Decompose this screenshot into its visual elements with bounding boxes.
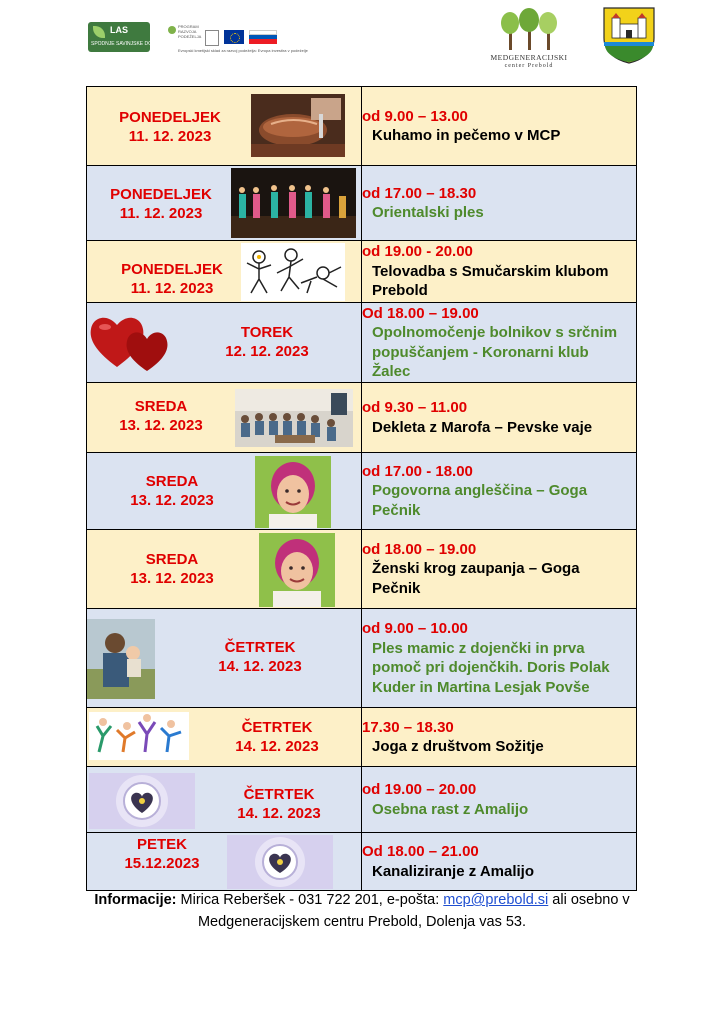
event-day-cell bbox=[87, 530, 362, 609]
table-row bbox=[87, 241, 637, 303]
contact-address: ali osebno v Medgeneracijskem centru Prebold, Dolenja vas 53. bbox=[197, 892, 630, 930]
event-day-cell bbox=[87, 453, 362, 530]
event-date: 14. 12. 2023 bbox=[235, 738, 319, 755]
event-day-cell bbox=[87, 303, 362, 383]
event-time: od 9.00 – 13.00 bbox=[362, 107, 468, 125]
event-activity: Joga z društvom Sožitje bbox=[372, 738, 544, 755]
event-date: 13. 12. 2023 bbox=[130, 570, 214, 587]
event-time: od 9.30 – 11.00 bbox=[362, 399, 468, 416]
table-row bbox=[87, 833, 637, 891]
event-activity: Opolnomočenje bolnikov s srčnim popuščanjem - Koronarni klub Žalec bbox=[372, 324, 618, 380]
roast-meat-photo bbox=[251, 94, 345, 157]
two-hearts-icon bbox=[87, 309, 181, 373]
event-activity: Kuhamo in pečemo v MCP bbox=[372, 127, 561, 144]
event-time: od 19.00 - 20.00 bbox=[362, 243, 473, 261]
event-time: od 17.00 - 18.00 bbox=[362, 462, 473, 480]
event-activity: Telovadba s Smučarskim klubom Prebold bbox=[372, 262, 609, 300]
center-logo-subname: center Prebold bbox=[504, 63, 554, 69]
event-detail-cell bbox=[362, 453, 637, 530]
contact-label: Informacije: bbox=[94, 892, 177, 908]
program-mark-icon bbox=[168, 26, 176, 34]
group-meeting-photo bbox=[235, 389, 353, 447]
heart-mandala-icon bbox=[89, 773, 195, 829]
event-day-cell bbox=[87, 241, 362, 303]
email-link[interactable]: mcp@prebold.si bbox=[443, 892, 549, 908]
slovenia-flag-icon bbox=[249, 30, 277, 44]
event-time: od 18.00 – 19.00 bbox=[362, 540, 477, 558]
event-day-cell bbox=[87, 708, 362, 767]
event-day: PONEDELJEK bbox=[121, 261, 223, 278]
program-logo-subtext: Evropski kmetijski sklad za razvoj podeželja: Evropa investira v podeželje bbox=[178, 48, 308, 53]
ministry-logo bbox=[205, 30, 219, 46]
event-day-cell bbox=[87, 87, 362, 166]
event-day-cell bbox=[87, 609, 362, 708]
event-date: 14. 12. 2023 bbox=[218, 658, 302, 675]
event-activity: Ples mamic z dojenčki in prva pomoč pri dojenčkih. Doris Polak Kuder in Martina Lesjak Povše bbox=[372, 639, 610, 696]
event-day: SREDA bbox=[145, 551, 199, 568]
event-activity: Kanaliziranje z Amalijo bbox=[372, 862, 534, 880]
las-logo-title: LAS bbox=[110, 25, 128, 35]
event-detail-cell bbox=[362, 767, 637, 833]
event-day: SREDA bbox=[134, 398, 188, 415]
event-day: PETEK bbox=[136, 836, 187, 853]
heart-mandala-icon bbox=[227, 835, 333, 889]
portrait-photo bbox=[255, 456, 331, 528]
event-date: 11. 12. 2023 bbox=[130, 280, 214, 297]
dancers-stage-photo bbox=[231, 168, 356, 238]
leaf-icon bbox=[93, 26, 105, 38]
event-date: 11. 12. 2023 bbox=[128, 128, 212, 145]
contact-text: Mirica Reberšek - 031 722 201, e-pošta: bbox=[176, 892, 444, 908]
event-day-cell bbox=[87, 166, 362, 241]
event-time: 17.30 – 18.30 bbox=[362, 718, 454, 736]
portrait-photo bbox=[259, 533, 335, 607]
mother-baby-photo bbox=[87, 619, 155, 699]
event-day-cell bbox=[87, 383, 362, 453]
las-logo-subtitle: SPODNJE SAVINJSKE DOLINE bbox=[91, 41, 164, 47]
eu-flag-icon bbox=[224, 30, 244, 44]
event-date: 13. 12. 2023 bbox=[130, 492, 214, 509]
table-row bbox=[87, 303, 637, 383]
event-date: 14. 12. 2023 bbox=[237, 805, 321, 822]
center-logo-name: MEDGENERACIJSKI bbox=[490, 53, 568, 62]
schedule-table bbox=[86, 86, 637, 891]
event-time: od 9.00 – 10.00 bbox=[362, 620, 468, 637]
table-row bbox=[87, 383, 637, 453]
event-detail-cell bbox=[362, 530, 637, 609]
event-activity: Dekleta z Marofa – Pevske vaje bbox=[372, 418, 593, 436]
table-row bbox=[87, 453, 637, 530]
event-date: 15.12.2023 bbox=[124, 855, 200, 872]
event-date: 11. 12. 2023 bbox=[119, 205, 203, 222]
event-detail-cell bbox=[362, 833, 637, 891]
event-day-cell bbox=[87, 833, 362, 891]
event-detail-cell bbox=[362, 383, 637, 453]
exercise-cartoon bbox=[241, 243, 345, 301]
page-header bbox=[0, 0, 724, 80]
event-date: 12. 12. 2023 bbox=[225, 343, 309, 360]
table-row bbox=[87, 166, 637, 241]
event-activity: Pogovorna angleščina – Goga Pečnik bbox=[372, 482, 588, 519]
event-detail-cell bbox=[362, 303, 637, 383]
event-time: od 19.00 – 20.00 bbox=[362, 781, 477, 798]
table-row bbox=[87, 767, 637, 833]
las-logo bbox=[88, 22, 164, 52]
event-day: ČETRTEK bbox=[224, 639, 296, 656]
event-day-cell bbox=[87, 767, 362, 833]
event-date: 13. 12. 2023 bbox=[119, 417, 203, 434]
event-detail-cell bbox=[362, 166, 637, 241]
event-activity: Ženski krog zaupanja – Goga Pečnik bbox=[372, 560, 580, 597]
event-detail-cell bbox=[362, 241, 637, 303]
event-activity: Orientalski ples bbox=[372, 204, 484, 221]
event-day: PONEDELJEK bbox=[119, 109, 221, 126]
event-day: ČETRTEK bbox=[241, 719, 313, 736]
table-row bbox=[87, 530, 637, 609]
event-time: od 17.00 – 18.30 bbox=[362, 184, 477, 202]
event-detail-cell bbox=[362, 708, 637, 767]
contact-info bbox=[40, 889, 684, 933]
event-activity: Osebna rast z Amalijo bbox=[372, 800, 529, 818]
event-day: ČETRTEK bbox=[243, 786, 315, 803]
event-time: Od 18.00 – 21.00 bbox=[362, 843, 479, 860]
event-time: Od 18.00 – 19.00 bbox=[362, 304, 479, 322]
program-logo-text: PROGRAM RAZVOJA PODEŽELJA bbox=[178, 24, 202, 39]
yoga-figures bbox=[89, 712, 189, 760]
event-day: TOREK bbox=[240, 324, 294, 341]
event-detail-cell bbox=[362, 609, 637, 708]
table-row bbox=[87, 609, 637, 708]
table-row bbox=[87, 708, 637, 767]
event-day: SREDA bbox=[145, 473, 199, 490]
event-detail-cell bbox=[362, 87, 637, 166]
event-day: PONEDELJEK bbox=[110, 186, 212, 203]
table-row bbox=[87, 87, 637, 166]
prebold-coat-of-arms-icon bbox=[602, 6, 656, 64]
